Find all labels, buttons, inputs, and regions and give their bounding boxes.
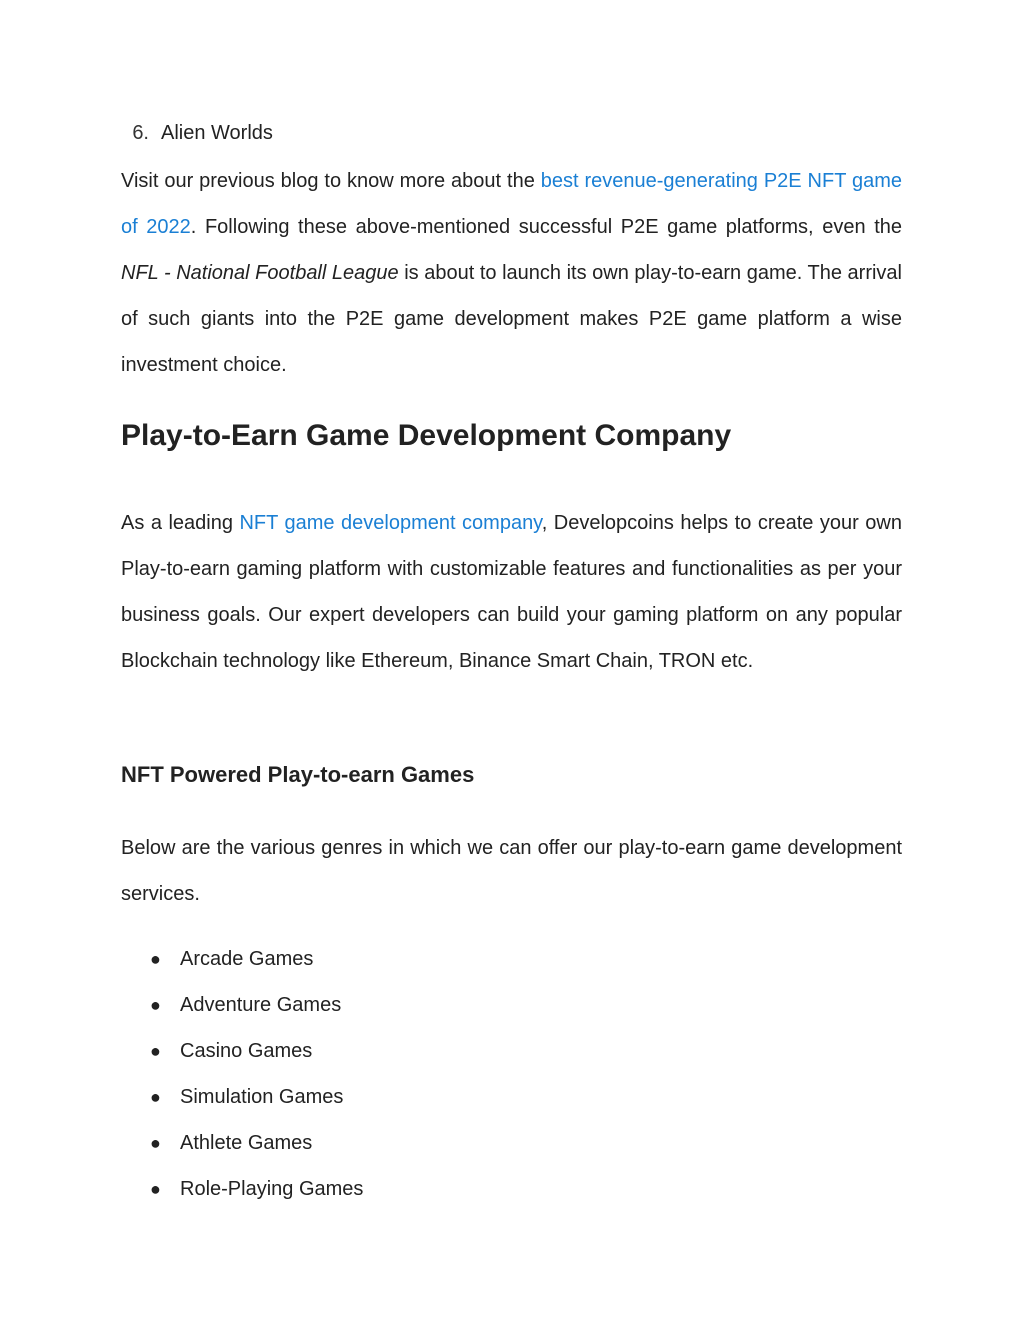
subsection-heading: NFT Powered Play-to-earn Games [121, 762, 475, 787]
genres-list [121, 936, 721, 1212]
genre-label: Role-Playing Games [180, 1178, 364, 1200]
bullet-icon: ● [150, 1179, 161, 1199]
paragraph-previous-blog [121, 158, 902, 388]
list-item [121, 1120, 721, 1166]
bullet-icon: ● [150, 995, 161, 1015]
genre-label: Athlete Games [180, 1132, 313, 1154]
paragraph-company [121, 500, 902, 684]
bullet-icon: ● [150, 1041, 161, 1061]
italic-text: NFL - National Football League [121, 262, 399, 284]
list-item [121, 1166, 721, 1212]
nft-game-development-link[interactable]: NFT game development company [239, 512, 542, 534]
bullet-icon: ● [150, 1133, 161, 1153]
genre-label: Simulation Games [180, 1086, 344, 1108]
list-item [121, 982, 721, 1028]
list-item [121, 936, 721, 982]
paragraph-text: Visit our previous blog to know more about the [121, 170, 541, 192]
list-item-text: Alien Worlds [161, 122, 273, 144]
best-p2e-game-link[interactable]: best revenue-generating P2E NFT game of 2022 [121, 170, 902, 238]
bullet-icon: ● [150, 949, 161, 969]
numbered-list-item [121, 110, 521, 156]
list-number: 6. [132, 122, 149, 144]
paragraph-text: . Following these above-mentioned successful P2E game platforms, even the [190, 216, 903, 238]
paragraph-text: As a leading [121, 512, 240, 534]
paragraph-text: is about to launch its own play-to-earn game. The arrival of such giants into the P2E game development makes P2E game platform a wise investment choice. [121, 262, 902, 376]
genre-label: Casino Games [180, 1040, 313, 1062]
genre-label: Arcade Games [180, 948, 314, 970]
section-heading: Play-to-Earn Game Development Company [121, 419, 732, 452]
list-item [121, 1074, 721, 1120]
list-item [121, 1028, 721, 1074]
paragraph-text: , Developcoins helps to create your own Play-to-earn gaming platform with customizable features and functionalities as per your business goals. Our expert developers can build your gaming platform on any popular Blockchain technology like Ethereum, Binance Smart Chain, TRON etc. [121, 512, 902, 672]
paragraph-genres-intro: Below are the various genres in which we can offer our play-to-earn game development services. [121, 837, 902, 905]
genre-label: Adventure Games [180, 994, 342, 1016]
bullet-icon: ● [150, 1087, 161, 1107]
